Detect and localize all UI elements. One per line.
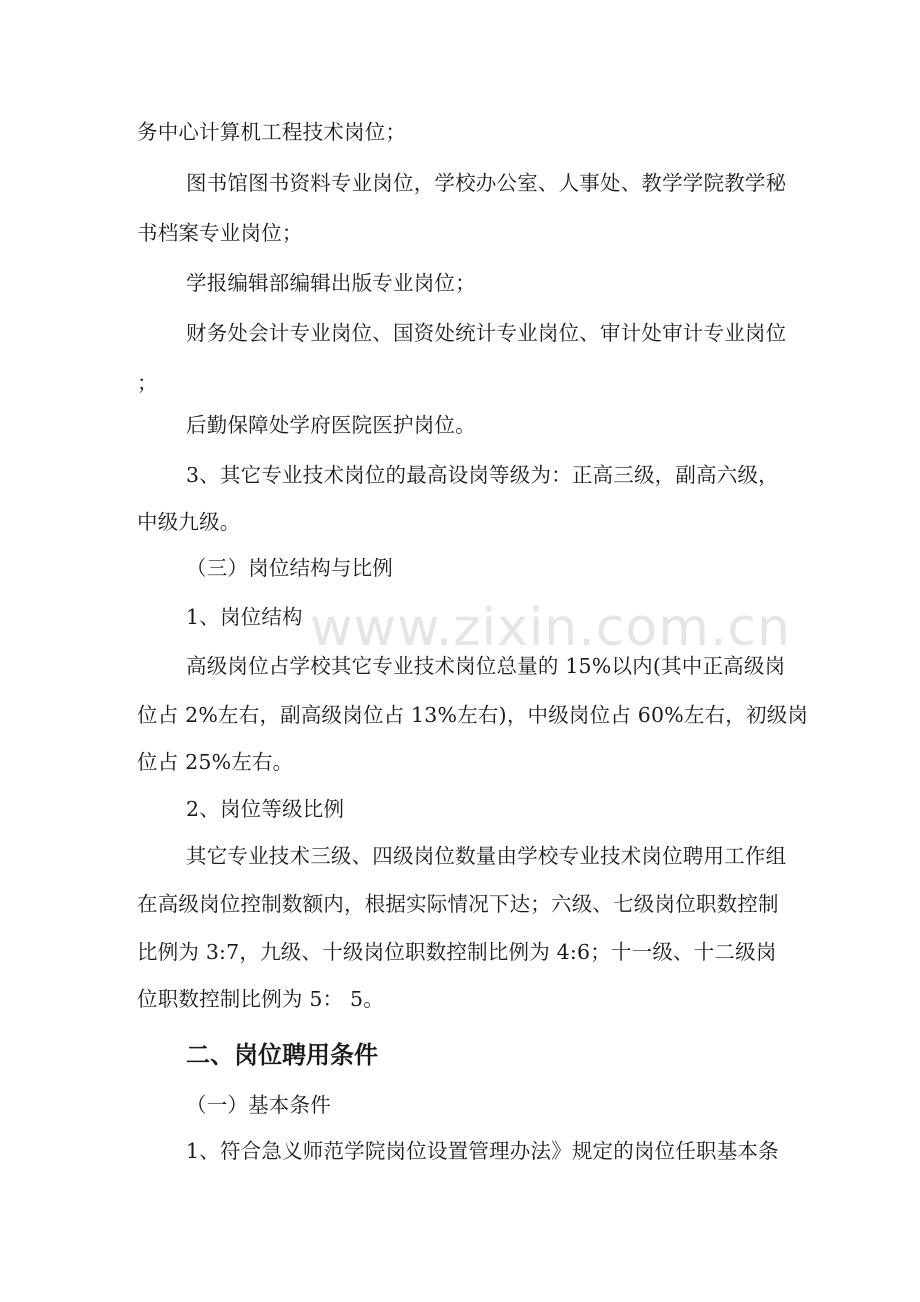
text-line-16: 其它专业技术三级、四级岗位数量由学校专业技术岗位聘用工作组 <box>186 844 787 868</box>
text-line-7: 后勤保障处学府医院医护岗位。 <box>186 413 476 437</box>
text-line-8: 3、其它专业技术岗位的最高设岗等级为：正高三级，副高六级， <box>186 463 779 487</box>
text-line-10: （三）岗位结构与比例 <box>186 556 393 580</box>
section-heading: 二、岗位聘用条件 <box>186 1041 378 1069</box>
text-line-6: ； <box>137 371 158 395</box>
text-line-18: 比例为 3:7，九级、十级岗位职数控制比例为 4:6；十一级、十二级岗 <box>137 940 777 964</box>
text-line-1: 务中心计算机工程技术岗位； <box>137 120 407 144</box>
text-line-14: 位占 25%左右。 <box>137 750 294 774</box>
text-line-20: 1、符合急义师范学院岗位设置管理办法》规定的岗位任职基本条 <box>186 1139 779 1163</box>
text-line-19: 位职数控制比例为 5： 5。 <box>137 987 384 1011</box>
text-line-3: 书档案专业岗位； <box>137 221 303 245</box>
text-line-15: 2、岗位等级比例 <box>186 797 345 821</box>
text-line-11: 1、岗位结构 <box>186 605 303 629</box>
watermark: www.zixin.com.cn <box>310 598 791 658</box>
subsection-title: （一）基本条件 <box>186 1093 331 1117</box>
text-line-9: 中级九级。 <box>137 510 241 534</box>
text-line-5: 财务处会计专业岗位、国资处统计专业岗位、审计处审计专业岗位 <box>186 321 787 345</box>
text-line-4: 学报编辑部编辑出版专业岗位； <box>186 271 476 295</box>
text-line-17: 在高级岗位控制数额内，根据实际情况下达；六级、七级岗位职数控制 <box>137 892 779 916</box>
text-line-13: 位占 2%左右，副高级岗位占 13%左右)，中级岗位占 60%左右，初级岗 <box>137 703 809 727</box>
text-line-12: 高级岗位占学校其它专业技术岗位总量的 15%以内(其中正高级岗 <box>186 654 786 678</box>
text-line-2: 图书馆图书资料专业岗位，学校办公室、人事处、教学学院教学秘 <box>186 171 787 195</box>
